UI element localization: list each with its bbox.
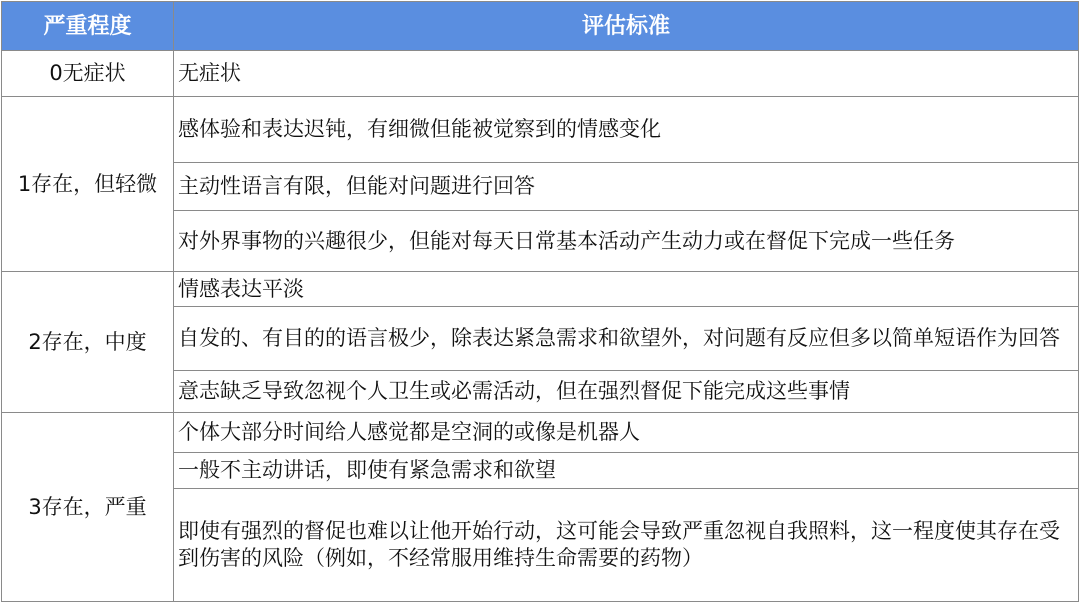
- severity-table: [1, 1, 1079, 602]
- severity-level: 1存在，但轻微: [2, 97, 174, 272]
- table-row: [2, 272, 1079, 307]
- criteria-cell: 对外界事物的兴趣很少，但能对每天日常基本活动产生动力或在督促下完成一些任务: [174, 211, 1079, 272]
- criteria-cell: 意志缺乏导致忽视个人卫生或必需活动，但在强烈督促下能完成这些事情: [174, 371, 1079, 413]
- criteria-cell: 自发的、有目的的语言极少，除表达紧急需求和欲望外，对问题有反应但多以简单短语作为回答: [174, 307, 1079, 371]
- criteria-cell: 个体大部分时间给人感觉都是空洞的或像是机器人: [174, 413, 1079, 453]
- criteria-cell: 主动性语言有限，但能对问题进行回答: [174, 163, 1079, 211]
- severity-level: 3存在，严重: [2, 413, 174, 602]
- table-header-row: [2, 2, 1079, 51]
- criteria-cell: 一般不主动讲话，即使有紧急需求和欲望: [174, 453, 1079, 489]
- criteria-cell: 即使有强烈的督促也难以让他开始行动，这可能会导致严重忽视自我照料，这一程度使其存在受到伤害的风险（例如，不经常服用维持生命需要的药物）: [174, 489, 1079, 602]
- criteria-cell: 情感表达平淡: [174, 272, 1079, 307]
- table-row: [2, 413, 1079, 453]
- table-row: [2, 97, 1079, 163]
- criteria-cell: 无症状: [174, 51, 1079, 97]
- table-row: [2, 51, 1079, 97]
- criteria-cell: 感体验和表达迟钝，有细微但能被觉察到的情感变化: [174, 97, 1079, 163]
- header-severity: 严重程度: [2, 2, 174, 51]
- severity-level: 0无症状: [2, 51, 174, 97]
- severity-level: 2存在，中度: [2, 272, 174, 413]
- header-criteria: 评估标准: [174, 2, 1079, 51]
